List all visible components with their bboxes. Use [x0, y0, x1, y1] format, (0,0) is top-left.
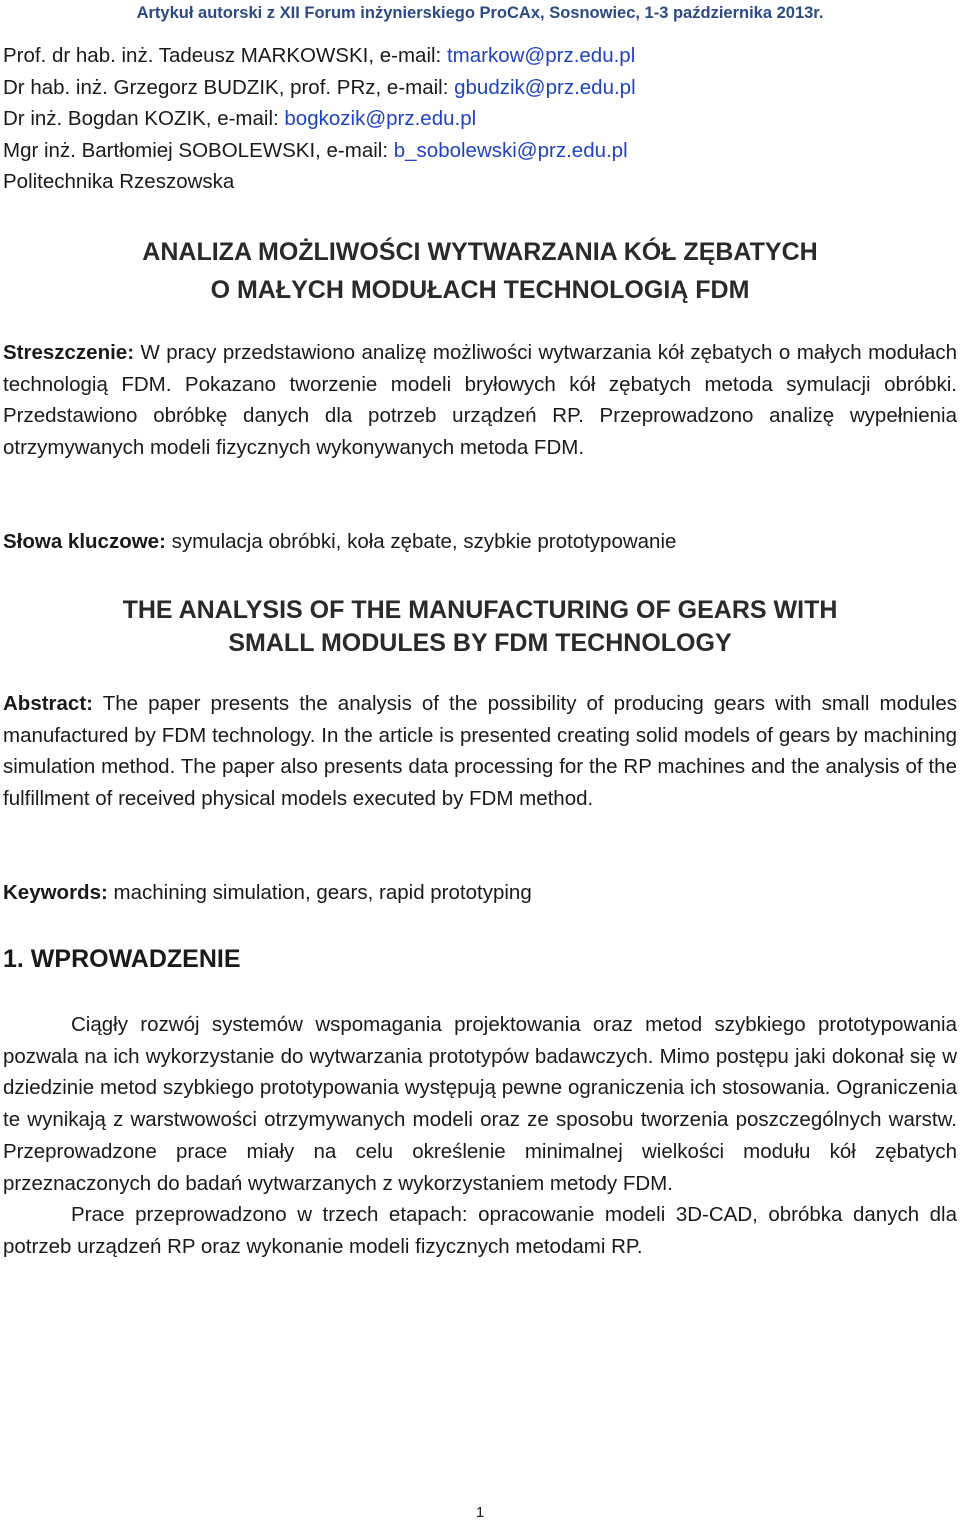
title-english-line-1: THE ANALYSIS OF THE MANUFACTURING OF GEARS WITH: [122, 596, 838, 624]
keywords-polish-label: Słowa kluczowe:: [3, 530, 166, 553]
author-email-link[interactable]: tmarkow@prz.edu.pl: [446, 44, 636, 67]
author-name: Mgr inż. Bartłomiej SOBOLEWSKI, e-mail:: [3, 138, 394, 162]
body-paragraph: Prace przeprowadzono w trzech etapach: opracowanie modeli 3D-CAD, obróbka danych dla potrzeb urządzeń RP oraz wykonanie modeli fizycznych metodami RP.: [3, 1203, 957, 1258]
author-line: [3, 72, 953, 104]
abstract-english-text: The paper presents the analysis of the possibility of producing gears with small modules manufactured by FDM technology. In the article is presented creating solid models of gears by machining simulation method. The paper also presents data processing for the RP machines and the analysis of the fulfillment of received physical models executed by FDM method.: [3, 692, 957, 811]
title-polish: [0, 233, 960, 309]
author-name: Prof. dr hab. inż. Tadeusz MARKOWSKI, e-mail:: [3, 44, 447, 67]
body-paragraph: Ciągły rozwój systemów wspomagania projektowania oraz metod szybkiego prototypowania pozwala na ich wykorzystanie do wytwarzania prototypów badawczych. Mimo postępu jaki dokonał się w dziedzinie metod szybkiego prototypowania występują pewne ograniczenia ich stosowania. Ograniczenia te wynikają z warstwowości otrzymywanych modeli oraz ze sposobu tworzenia poszczególnych warstw. Przeprowadzone prace miały na celu określenie minimalnej wielkości modułu kół zębatych przeznaczonych do badań wytwarzanych z wykorzystaniem metody FDM.: [3, 1013, 957, 1195]
abstract-polish: [3, 337, 957, 464]
abstract-english-label: Abstract:: [3, 692, 93, 715]
keywords-english-text: machining simulation, gears, rapid prototyping: [113, 881, 532, 904]
abstract-polish-text: W pracy przedstawiono analizę możliwości wytwarzania kół zębatych o małych modułach technologią FDM. Pokazano tworzenie modeli bryłowych kół zębatych metoda symulacji obróbki. Przedstawiono obróbkę danych dla potrzeb urządzeń RP. Przeprowadzono analizę wypełnienia otrzymywanych modeli fizycznych wykonywanych metoda FDM.: [3, 341, 957, 460]
abstract-english: [3, 688, 957, 815]
author-list: [3, 40, 953, 198]
keywords-english-label: Keywords:: [3, 881, 108, 904]
section-body: [3, 1009, 957, 1263]
author-line: [3, 103, 953, 135]
abstract-polish-label: Streszczenie:: [3, 341, 135, 364]
page-number: 1: [475, 1504, 485, 1521]
author-line: [3, 40, 953, 72]
author-line: [3, 135, 953, 167]
title-polish-line-2: O MAŁYCH MODUŁACH TECHNOLOGIĄ FDM: [210, 276, 750, 304]
title-polish-line-1: ANALIZA MOŻLIWOŚCI WYTWARZANIA KÓŁ ZĘBATYCH: [142, 238, 818, 266]
author-name: Dr inż. Bogdan KOZIK, e-mail:: [3, 107, 285, 130]
section-heading: 1. WPROWADZENIE: [3, 945, 241, 973]
conference-header: Artykuł autorski z XII Forum inżynierskiego ProCAx, Sosnowiec, 1-3 października 2013r.: [136, 4, 824, 22]
author-email-link[interactable]: b_sobolewski@prz.edu.pl: [393, 138, 628, 162]
author-name: Dr hab. inż. Grzegorz BUDZIK, prof. PRz, e-mail:: [3, 75, 455, 99]
keywords-polish-text: symulacja obróbki, koła zębate, szybkie prototypowanie: [171, 530, 677, 553]
affiliation: Politechnika Rzeszowska: [3, 170, 235, 193]
keywords-polish: [3, 526, 957, 558]
title-english-line-2: SMALL MODULES BY FDM TECHNOLOGY: [228, 629, 732, 657]
author-email-link[interactable]: gbudzik@prz.edu.pl: [454, 75, 636, 99]
keywords-english: [3, 877, 957, 909]
title-english: [0, 594, 960, 660]
author-email-link[interactable]: bogkozik@prz.edu.pl: [284, 107, 477, 130]
